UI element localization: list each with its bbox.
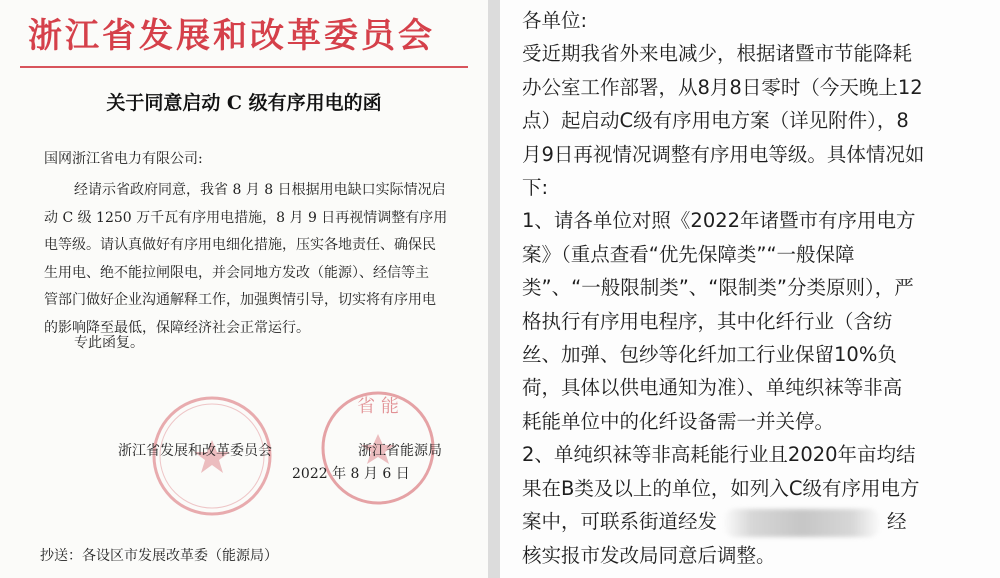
notice-line: 下:	[522, 176, 549, 200]
notice-line: 各单位:	[522, 9, 588, 32]
notice-line-with-redaction	[522, 505, 992, 538]
letter-body-line: 经请示省政府同意，我省 8 月 8 日根据用电缺口实际情况启	[74, 182, 446, 198]
page-divider	[488, 0, 500, 578]
letter-body	[44, 177, 464, 342]
letter-body-line: 生用电、绝不能拉闸限电，并会同地方发改（能源）、经信等主	[44, 264, 429, 281]
notice-line: 案》（重点查看“优先保障类”“一般保障	[522, 242, 855, 266]
left-letter-page	[0, 0, 488, 578]
signatory-energy-bureau: 浙江省能源局	[358, 443, 442, 459]
notice-line: 果在B类及以上的单位，如列入C级有序用电方	[522, 476, 920, 500]
notice-line: 类”、“一般限制类”、“限制类”分类原则），严	[522, 276, 914, 300]
letter-cc: 抄送：各设区市发展改革委（能源局）	[40, 548, 278, 564]
notice-line: 2、单纯织袜等非高耗能行业且2020年亩均结	[522, 443, 916, 467]
notice-line: 格执行有序用电程序，其中化纤行业（含纺	[522, 309, 893, 333]
notice-line: 受近期我省外来电减少，根据诸暨市节能降耗	[522, 42, 913, 66]
notice-line: 荷，具体以供电通知为准）、单纯织袜等非高	[522, 376, 903, 400]
notice-line: 月9日再视情况调整有序用电等级。具体情况如	[522, 142, 925, 166]
notice-line-text: 案中，可联系街道经发	[522, 510, 718, 534]
notice-line: 点）起启动C级有序用电方案（详见附件），8	[522, 109, 909, 133]
letter-closing: 专此函复。	[74, 335, 144, 351]
notice-body	[522, 4, 992, 572]
right-notice-page	[500, 0, 1000, 578]
svg-text:省 能: 省 能	[357, 396, 399, 417]
signatory-commission: 浙江省发展和改革委员会	[118, 443, 272, 459]
letter-salutation: 国网浙江省电力有限公司:	[44, 151, 203, 167]
notice-line: 耗能单位中的化纤设备需一并关停。	[522, 409, 835, 433]
letter-body-line: 电等级。请认真做好有序用电细化措施，压实各地责任、确保民	[44, 237, 436, 253]
notice-line: 1、请各单位对照《2022年诸暨市有序用电方	[522, 209, 916, 233]
letter-subject: 关于同意启动 C 级有序用电的函	[106, 92, 382, 114]
letter-body-line: 管部门做好企业沟通解释工作，加强舆情引导，切实将有序用电	[44, 292, 436, 308]
notice-line: 丝、加弹、包纱等化纤加工行业保留10%负	[522, 343, 897, 367]
notice-line-text: 经	[887, 510, 907, 534]
notice-line: 办公室工作部署，从8月8日零时（今天晚上12	[522, 75, 923, 99]
redaction-blur	[723, 509, 881, 537]
letter-date: 2022 年 8 月 6 日	[292, 466, 410, 482]
notice-line: 核实报市发改局同意后调整。	[522, 543, 776, 567]
letterhead-red-rule	[20, 66, 468, 68]
letter-body-line: 动 C 级 1250 万千瓦有序用电措施，8 月 9 日再视情调整有序用	[44, 209, 448, 226]
letter-body-line: 的影响降至最低，保障经济社会正常运行。	[44, 319, 310, 336]
letterhead-title: 浙江省发展和改革委员会	[28, 16, 435, 56]
